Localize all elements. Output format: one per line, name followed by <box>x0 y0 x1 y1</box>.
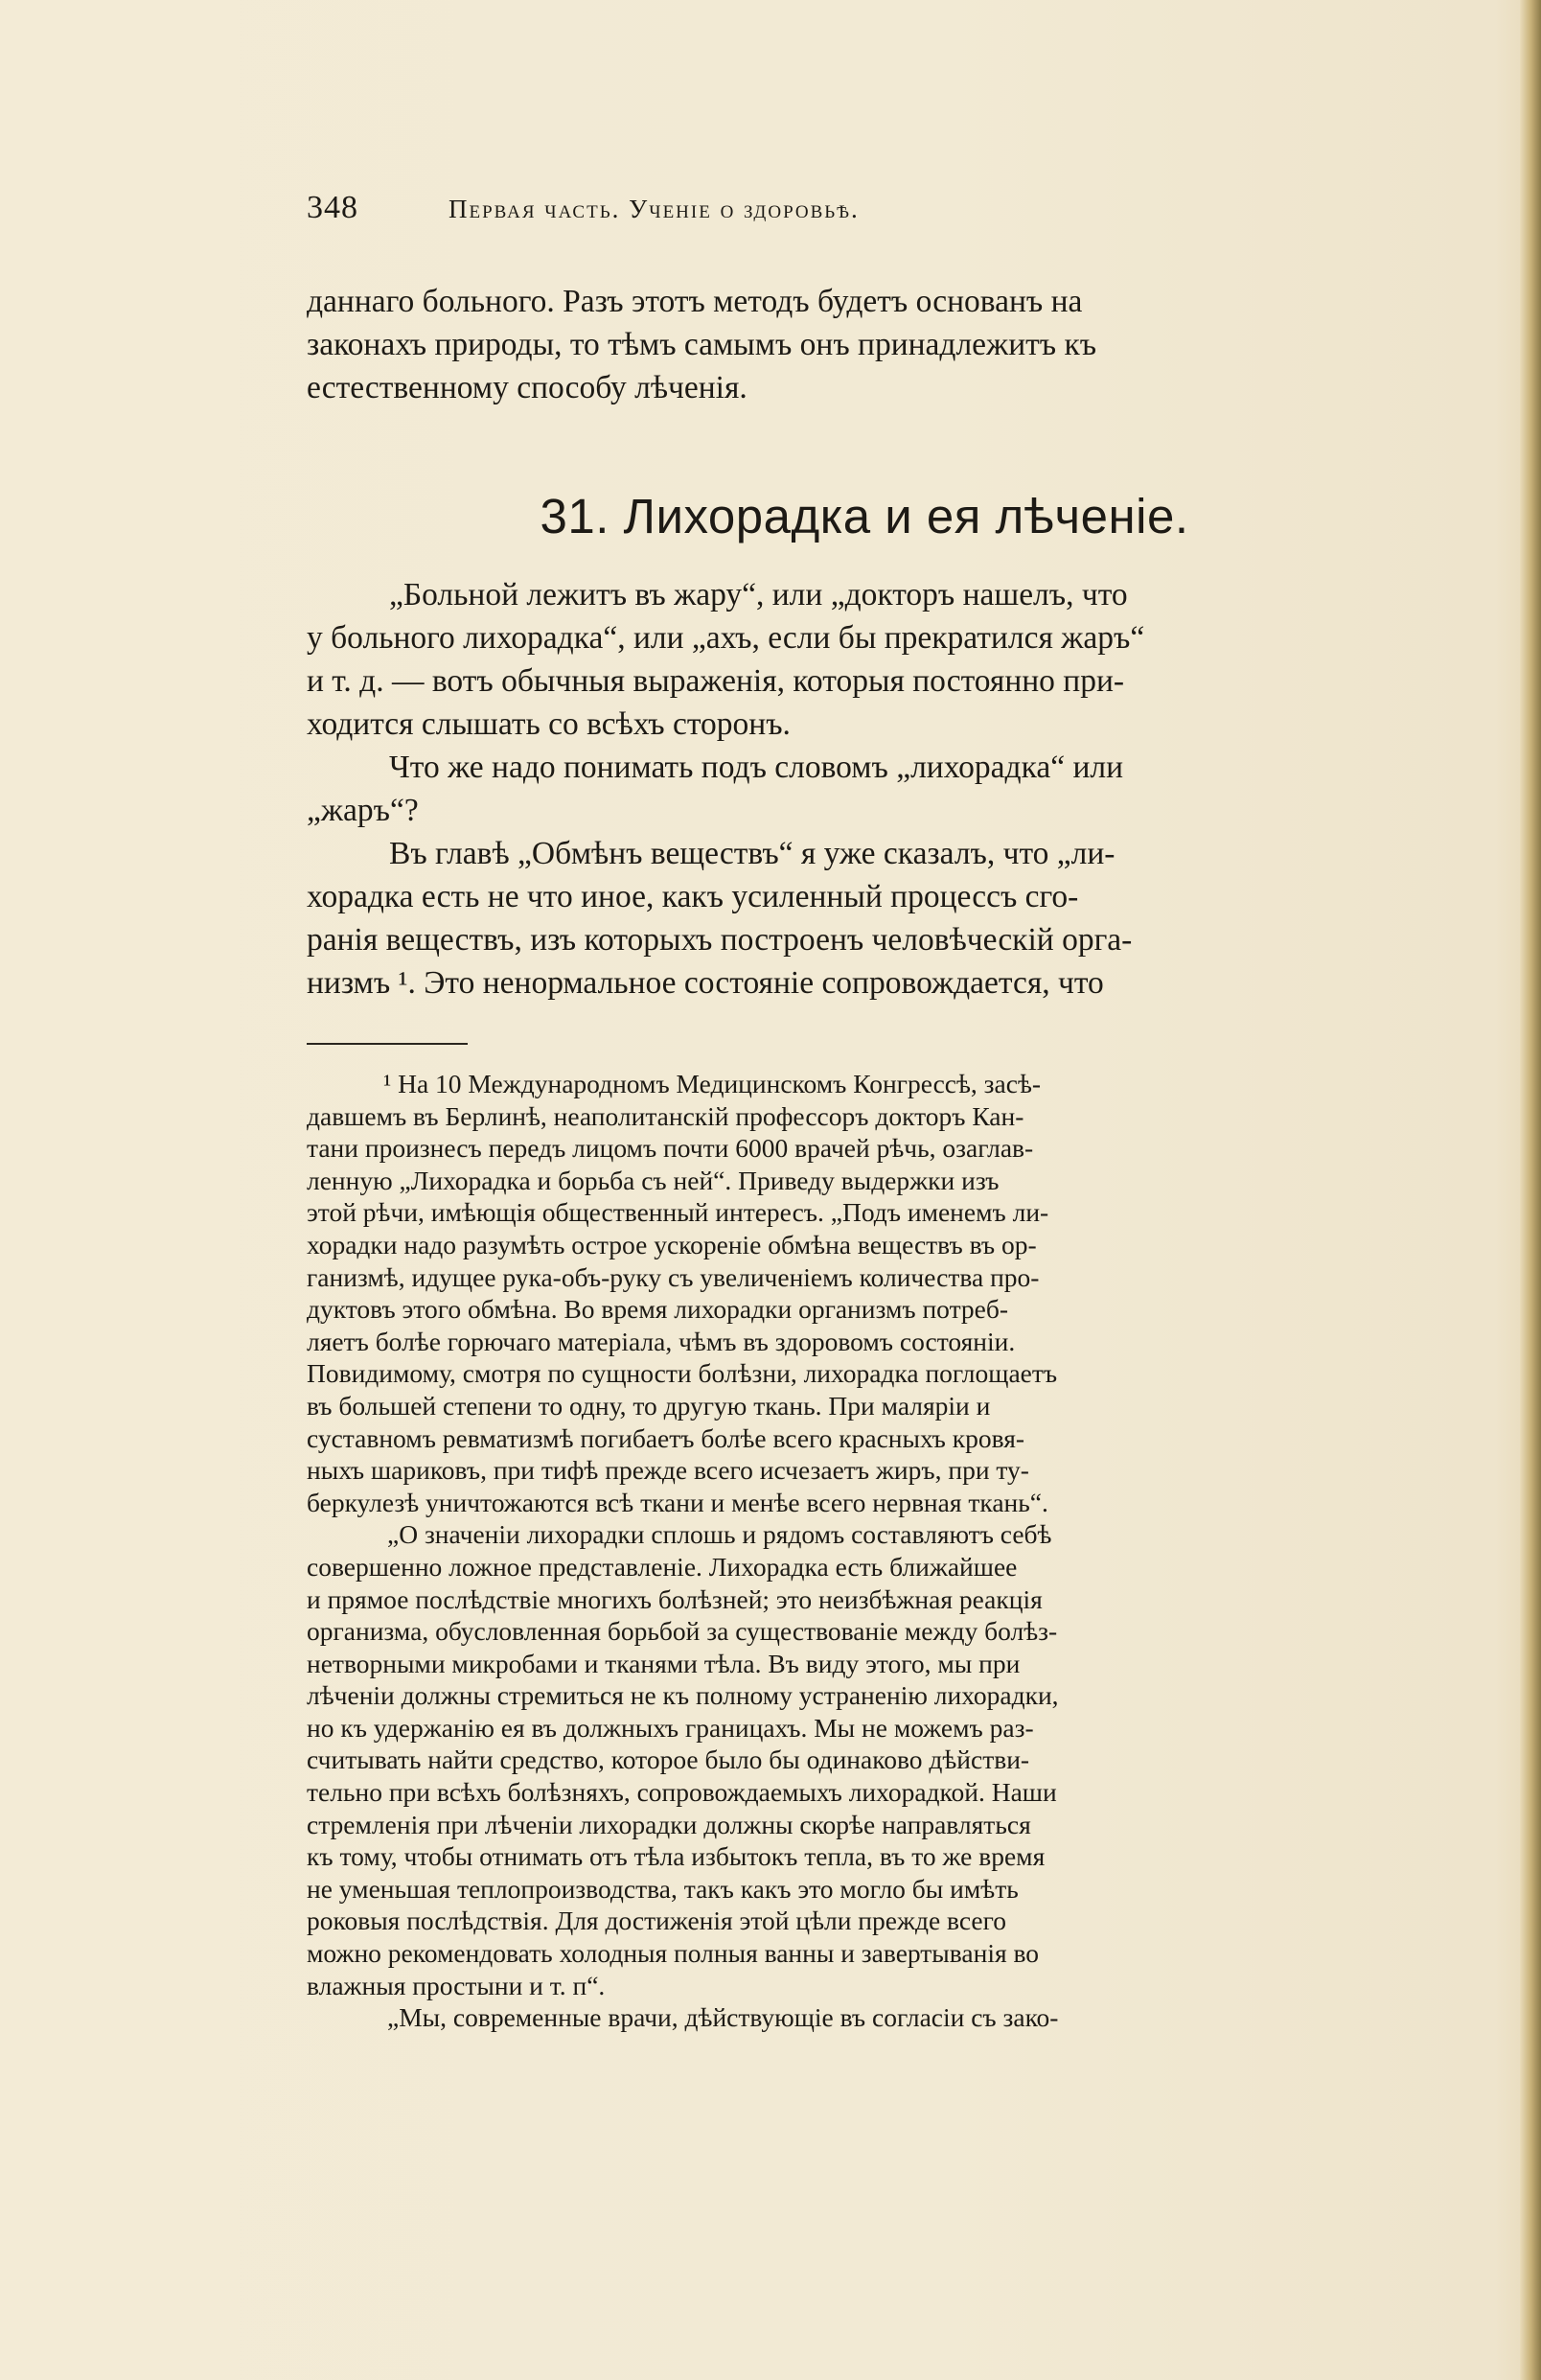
intro-paragraph <box>307 280 1422 409</box>
text-line: и т. д. — вотъ обычныя выраженія, которыя постоянно при- <box>307 663 1125 699</box>
text-line: „О значеніи лихорадки сплошь и рядомъ составляютъ себѣ <box>387 1519 1052 1550</box>
text-line: законахъ природы, то тѣмъ самымъ онъ принадлежитъ къ <box>307 327 1097 362</box>
text-line: „жаръ“? <box>307 793 419 828</box>
text-line: хорадки надо разумѣть острое ускореніе обмѣна веществъ въ ор- <box>307 1229 1037 1259</box>
text-line: организма, обусловленная борьбой за существованіе между болѣз- <box>307 1616 1058 1647</box>
text-line: даннаго больного. Разъ этотъ методъ будетъ основанъ на <box>307 284 1083 319</box>
text-line: суставномъ ревматизмѣ погибаетъ болѣе всего красныхъ кровя- <box>307 1422 1025 1453</box>
text-line: у больного лихорадка“, или „ахъ, если бы прекратился жаръ“ <box>307 620 1145 656</box>
text-line: совершенно ложное представленіе. Лихорадка есть ближайшее <box>307 1551 1018 1582</box>
text-line: естественному способу лѣченія. <box>307 370 748 405</box>
text-line: но къ удержанію ея въ должныхъ границахъ. Мы не можемъ раз- <box>307 1712 1034 1743</box>
footnote-paragraph-1 <box>307 1068 1422 1518</box>
text-line: Что же надо понимать подъ словомъ „лихорадка“ или <box>389 750 1124 785</box>
text-line: тельно при всѣхъ болѣзняхъ, сопровождаемыхъ лихорадкой. Наши <box>307 1777 1057 1808</box>
text-line: и прямое послѣдствіе многихъ болѣзней; это неизбѣжная реакція <box>307 1583 1043 1614</box>
text-line: тани произнесъ передъ лицомъ почти 6000 врачей рѣчь, озаглав- <box>307 1133 1034 1164</box>
footnote-paragraph-3 <box>307 2001 1422 2034</box>
text-line: хорадка есть не что иное, какъ усиленный процессъ сго- <box>307 879 1079 914</box>
text-line: Въ главѣ „Обмѣнъ веществъ“ я уже сказалъ, что „ли- <box>389 836 1116 871</box>
text-line: беркулезѣ уничтожаются всѣ ткани и менѣе всего нервная ткань“. <box>307 1487 1048 1517</box>
page-number: 348 <box>307 190 358 225</box>
running-head: Первая часть. Ученіе о здоровьѣ. <box>448 195 860 223</box>
text-line: ляетъ болѣе горючаго матеріала, чѣмъ въ здоровомъ состояніи. <box>307 1326 1016 1356</box>
text-line: ходится слышать со всѣхъ сторонъ. <box>307 706 791 742</box>
text-line: считывать найти средство, которое было бы одинаково дѣйстви- <box>307 1745 1030 1775</box>
text-line: не уменьшая теплопроизводства, такъ какъ это могло бы имѣть <box>307 1873 1019 1904</box>
paragraph-2 <box>307 746 1422 832</box>
text-line: ленную „Лихорадка и борьба съ ней“. Приведу выдержки изъ <box>307 1165 1000 1195</box>
footnote-paragraph-2 <box>307 1518 1422 2001</box>
text-line: ранія веществъ, изъ которыхъ построенъ человѣческій орга- <box>307 922 1133 958</box>
text-line: роковыя послѣдствія. Для достиженія этой цѣли прежде всего <box>307 1906 1006 1936</box>
page-header <box>307 190 1422 243</box>
page-content <box>307 190 1422 2034</box>
text-line: влажныя простыни и т. п“. <box>307 1970 606 2000</box>
text-line: Повидимому, смотря по сущности болѣзни, лихорадка поглощаетъ <box>307 1358 1058 1389</box>
text-line: въ большей степени то одну, то другую ткань. При маляріи и <box>307 1390 991 1421</box>
text-line: нетворными микробами и тканями тѣла. Въ виду этого, мы при <box>307 1648 1021 1678</box>
footnote <box>307 1068 1422 2034</box>
paragraph-1 <box>307 573 1422 746</box>
text-line: къ тому, чтобы отнимать отъ тѣла избытокъ тепла, въ то же время <box>307 1841 1046 1872</box>
text-line: „Мы, современные врачи, дѣйствующіе въ согласіи съ зако- <box>387 2002 1059 2033</box>
text-line: низмъ ¹. Это ненормальное состояніе сопровождается, что <box>307 965 1104 1001</box>
paragraph-3 <box>307 832 1422 1005</box>
text-line: лѣченіи должны стремиться не къ полному устраненію лихорадки, <box>307 1680 1059 1711</box>
text-line: стремленія при лѣченіи лихорадки должны скорѣе направляться <box>307 1809 1031 1839</box>
text-line: можно рекомендовать холодныя полныя ванны и завертыванія во <box>307 1938 1040 1969</box>
text-line: дуктовъ этого обмѣна. Во время лихорадки организмъ потреб- <box>307 1294 1009 1325</box>
text-line: давшемъ въ Берлинѣ, неаполитанскій профессоръ докторъ Кан- <box>307 1100 1024 1131</box>
text-line: ныхъ шариковъ, при тифѣ прежде всего исчезаетъ жиръ, при ту- <box>307 1455 1029 1486</box>
text-line: ганизмѣ, идущее рука-объ-руку съ увеличеніемъ количества про- <box>307 1261 1040 1292</box>
page-edge <box>1520 0 1541 2380</box>
text-line: этой рѣчи, имѣющія общественный интересъ. „Подъ именемъ ли- <box>307 1197 1049 1228</box>
text-line: „Больной лежитъ въ жару“, или „докторъ нашелъ, что <box>389 577 1128 612</box>
text-line: ¹ На 10 Международномъ Медицинскомъ Конгрессѣ, засѣ- <box>383 1069 1042 1098</box>
footnote-rule <box>307 1043 468 1045</box>
section-title: 31. Лихорадка и ея лѣченіе. <box>540 489 1189 543</box>
